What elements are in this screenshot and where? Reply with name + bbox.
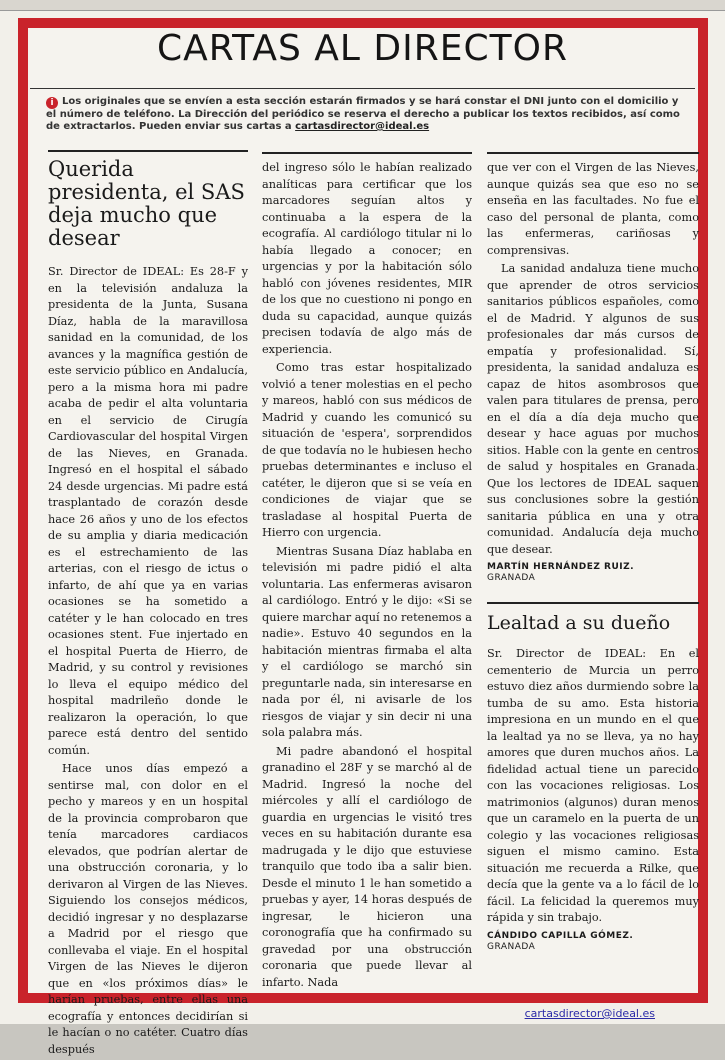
section-title: CARTAS AL DIRECTOR	[157, 28, 568, 69]
info-icon: i	[46, 97, 58, 109]
letter-1-paragraph-2b: del ingreso sólo le habían realizado analíticas para certificar que los marcadores seguían altos y continuaba a la espera de la ecografía. Al cardiólogo titular ni lo había llegado a conocer; en urgencias y por la habitación sólo habló con jóvenes residentes, MIR de los que no cuestiono ni pongo en duda su capacidad, aunque quizás precisen todavía de algo más de experiencia.	[262, 161, 472, 356]
notice-email-link[interactable]: cartasdirector@ideal.es	[295, 121, 430, 132]
letter-1-paragraph-6: La sanidad andaluza tiene mucho que aprender de otros servicios sanitarios públicos españoles, como el de Madrid. Y algunos de sus profesionales dar más cursos de empatía y profesionalidad. Sí, presidenta, la sanidad andaluza es capaz de hitos asombrosos que valen para titulares de prensa, pero en el día a día deja mucho que desear y hace aguas por muchos sitios. Hable con la gente en centros de salud y hospitales en Granada. Que los lectores de IDEAL saquen sus conclusiones sobre la gestión sanitaria pública en una y otra comunidad. Andalucía deja mucho que desear.	[487, 262, 699, 556]
letter-1-paragraph-3: Como tras estar hospitalizado volvió a tener molestias en el pecho y mareos, habló con sus médicos de Madrid y cuando les comunicó su situación de 'espera', sorprendidos de que todavía no le hubiesen hecho pruebas determinantes e incluso el catéter, le dijeron que si se veía en condiciones de viajar que se trasladase al hospital Puerta de Hierro con urgencia.	[262, 361, 472, 539]
title-rule	[30, 88, 695, 89]
letter-1-city: GRANADA	[487, 573, 536, 583]
column-3	[487, 152, 699, 953]
top-strip	[0, 0, 725, 11]
letter-1-paragraph-2a: Hace unos días empezó a sentirse mal, con dolor en el pecho y mareos y en un hospital de la provincia comprobaron que tenía marcadores cardiacos elevados, que podrían alertar de una obstrucción coronaria, y lo derivaron al Virgen de las Nieves. Siguiendo los consejos médicos, decidió ingresar y no desplazarse a Madrid por el riesgo que conllevaba el viaje. En el hospital Virgen de las Nieves le dijeron que en «los próximos días» le harían pruebas, entre ellas una ecografía y entonces decidirían si le hacían o no catéter. Cuatro días después	[48, 762, 248, 1056]
column-rule	[487, 152, 699, 154]
letter-1-paragraph: Sr. Director de IDEAL: Es 28-F y en la televisión andaluza la presidenta de la Junta, Susana Díaz, habla de la maravillosa sanidad en la comunidad, de los avances y la magnífica gestión de este servicio público en Andalucía, pero a la misma hora mi padre acaba de pedir el alta voluntaria en el servicio de Cirugía Cardiovascular del hospital Virgen de las Nieves, en Granada. Ingresó en el hospital el sábado 24 desde urgencias. Mi padre está trasplantado de corazón desde hace 26 años y uno de los efectos de su amplia y diaria medicación es el estrechamiento de las arterias, con el riesgo de ictus o infarto, de ahí que ya en varias ocasiones se ha sometido a catéter y le han colocado en tres ocasiones stent. Fue injertado en el hospital Puerta de Hierro, de Madrid, y su control y revisiones lo lleva el equipo médico del hospital madrileño donde le realizaron la operación, lo que parece está dentro del sentido común.	[48, 265, 248, 757]
letter-2-city: GRANADA	[487, 941, 536, 952]
letter-2-headline: Lealtad a su dueño	[487, 602, 699, 634]
letter-2-author: CÁNDIDO CAPILLA GÓMEZ.	[487, 930, 634, 941]
column-2	[262, 152, 472, 993]
letter-2-paragraph: Sr. Director de IDEAL: En el cementerio de Murcia un perro estuvo diez años durmiendo sobre la tumba de su amo. Esta historia impresiona en un mundo en el que la lealtad ya no se lleva, ya no hay amores que duren muchos años. La fidelidad actual tiene un parecido con las vocaciones religiosas. Los matrimonios (algunos) duran menos que un caramelo en la puerta de un colegio y las vocaciones religiosas siguen el mismo camino. Esta situación me recuerda a Rilke, que decía que la gente va a lo fácil de lo fácil. La felicidad la queremos muy rápida y sin trabajo.	[487, 647, 699, 924]
letter-1-author: MARTÍN HERNÁNDEZ RUIZ.	[487, 562, 635, 572]
letter-1-paragraph-5b: que ver con el Virgen de las Nieves, aunque quizás sea que eso no se enseña en las facultades. No fue el caso del personal de planta, como las enfermeras, cariñosas y comprensivas.	[487, 161, 699, 257]
notice-text: Los originales que se envíen a esta sección estarán firmados y se hará constar el DNI junto con el domicilio y el número de teléfono. La Dirección del periódico se reserva el derecho a publicar los textos recibidos, así como de extractarlos. Pueden enviar sus cartas a	[46, 96, 680, 132]
column-1	[48, 150, 248, 1060]
submission-notice	[46, 96, 686, 133]
column-rule	[262, 152, 472, 154]
letter-1-paragraph-5a: Mi padre abandonó el hospital granadino el 28F y se marchó al de Madrid. Ingresó la noche del miércoles y allí el cardiólogo de guardia en urgencias le visitó tres veces en su habitación durante esa madrugada y le dijo que estuviese tranquilo que todo iba a salir bien. Desde el minuto 1 le han sometido a pruebas y ayer, 14 horas después de ingresar, le hicieron una coronografía que ha confirmado su gravedad por una obstrucción coronaria que puede llevar al infarto. Nada	[262, 744, 472, 989]
letter-1-headline: Querida presidenta, el SAS deja mucho que desear	[48, 157, 245, 250]
footer-email-link[interactable]: cartasdirector@ideal.es	[524, 1007, 655, 1020]
column-rule	[48, 150, 248, 152]
letter-1-paragraph-4: Mientras Susana Díaz hablaba en televisión mi padre pidió el alta voluntaria. Las enfermeras avisaron al cardiólogo. Entró y le dijo: «Si se quiere marchar aquí no retenemos a nadie». Estuvo 40 segundos en la habitación mientras firmaba el alta y el cardiólogo se marchó sin preguntarle nada, sin interesarse en nada por él, ni avisarle de los riesgos de viajar y sin decir ni una sola palabra más.	[262, 544, 472, 739]
